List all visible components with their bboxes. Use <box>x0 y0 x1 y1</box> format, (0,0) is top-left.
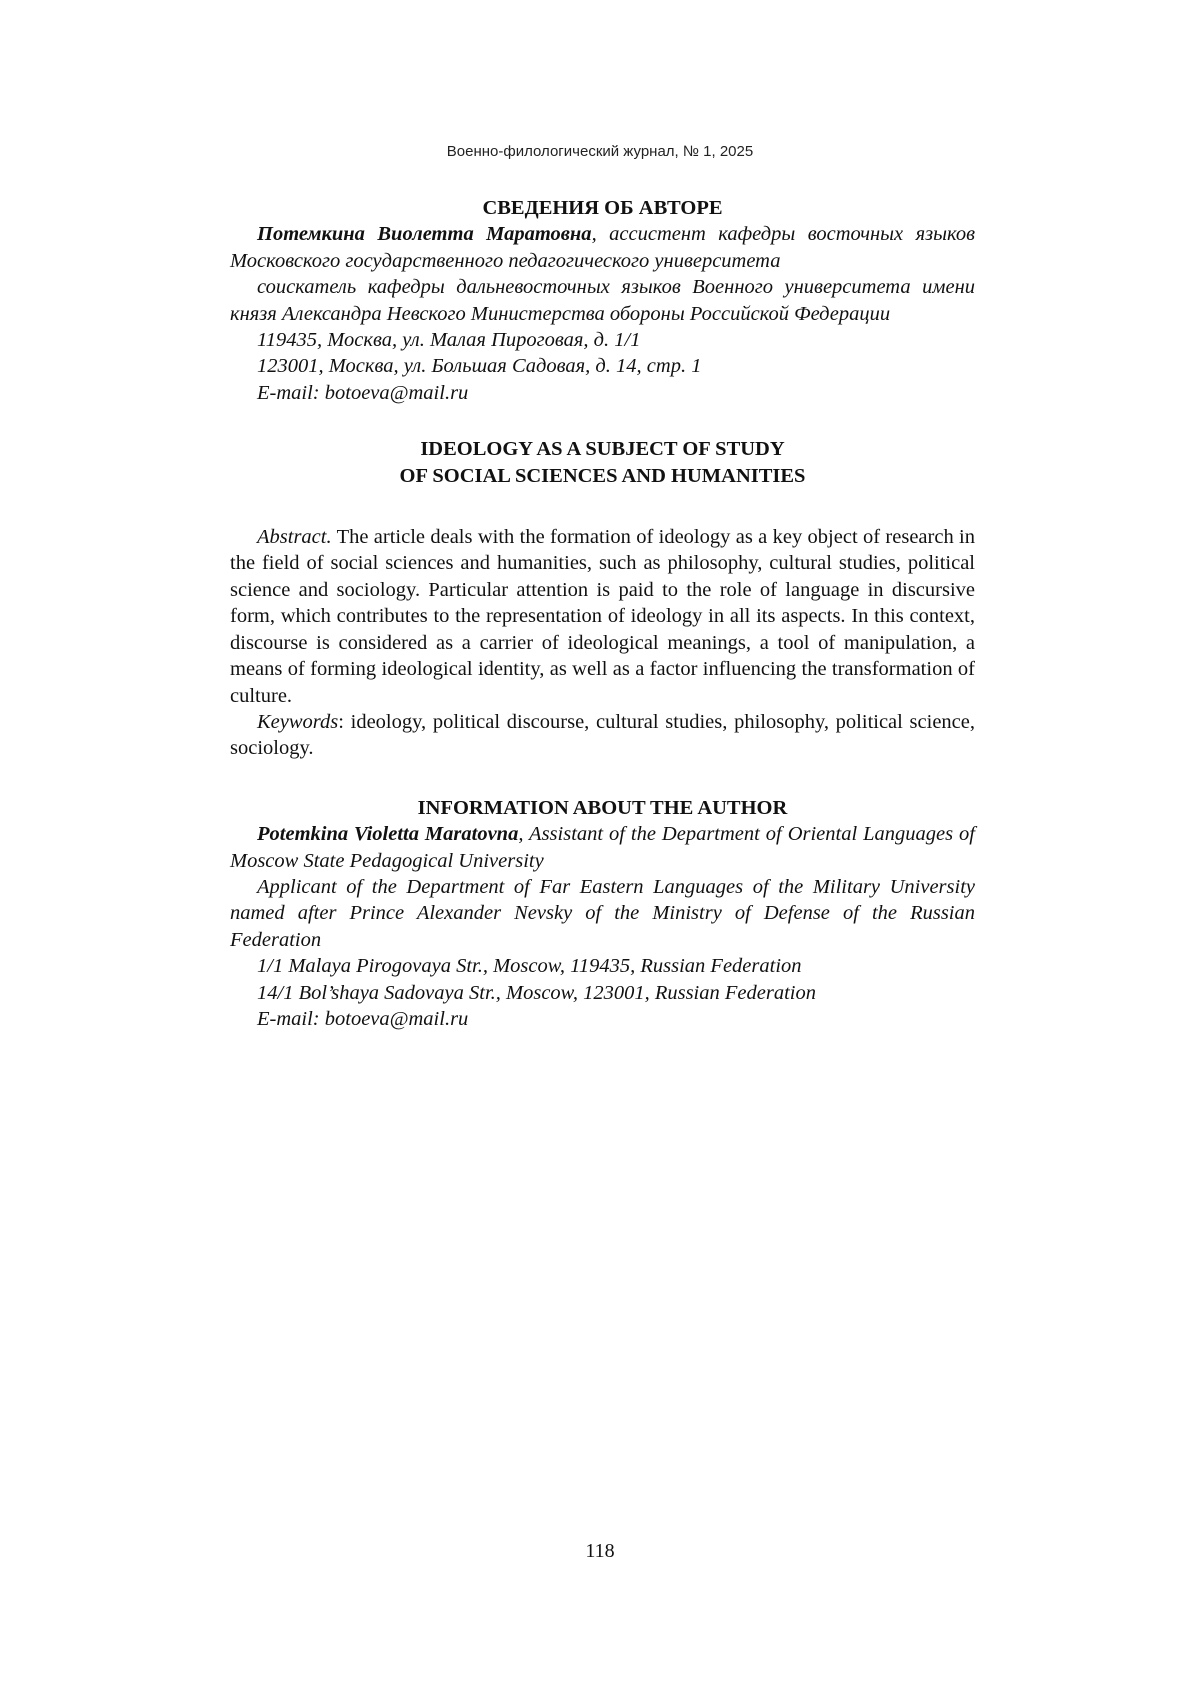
article-title-line-2: OF SOCIAL SCIENCES AND HUMANITIES <box>399 464 806 487</box>
article-title <box>230 436 975 489</box>
author-ru-position: , ассистент кафедры восточных языков Московского государственного педагогического университета <box>230 223 975 272</box>
author-en-address-1: 1/1 Malaya Pirogovaya Str., Moscow, 119435, Russian Federation <box>257 955 802 978</box>
author-ru-affiliation <box>230 221 975 274</box>
author-ru-address-2: 123001, Москва, ул. Большая Садовая, д. 14, стр. 1 <box>257 355 702 378</box>
keywords-paragraph <box>230 709 975 762</box>
author-info-ru <box>230 195 975 406</box>
author-ru-name: Потемкина Виолетта Маратовна <box>257 223 592 246</box>
author-en-name: Potemkina Violetta Maratovna <box>257 823 519 846</box>
author-info-en <box>230 795 975 1033</box>
running-header: Военно-филологический журнал, № 1, 2025 <box>446 143 754 160</box>
author-ru-address-1: 119435, Москва, ул. Малая Пироговая, д. 1/1 <box>257 329 641 352</box>
page-number: 118 <box>585 1540 615 1562</box>
abstract-paragraph <box>230 524 975 709</box>
author-info-en-heading: INFORMATION ABOUT THE AUTHOR <box>417 796 788 819</box>
author-en-address-2: 14/1 Bol’shaya Sadovaya Str., Moscow, 123001, Russian Federation <box>257 981 816 1004</box>
keywords-label: Keywords <box>257 710 339 733</box>
abstract-text: The article deals with the formation of ideology as a key object of research in the field of social sciences and humanities, such as philosophy, cultural studies, political science and sociology. Particular attention is paid to the role of language in discursive form, which contributes to the representation of ideology in all its aspects. In this context, discourse is considered as a carrier of ideological meanings, a tool of manipulation, a means of forming ideological identity, as well as a factor influencing the transformation of culture. <box>230 526 975 707</box>
keywords-text: : ideology, political discourse, cultural studies, philosophy, political science, sociology. <box>230 710 975 760</box>
article-title-line-1: IDEOLOGY AS A SUBJECT OF STUDY <box>420 438 785 461</box>
author-en-applicant: Applicant of the Department of Far Eastern Languages of the Military University named after Prince Alexander Nevsky of the Ministry of Defense of the Russian Federation <box>230 875 975 951</box>
author-info-ru-heading: СВЕДЕНИЯ ОБ АВТОРЕ <box>482 197 723 219</box>
author-en-email: E-mail: botoeva@mail.ru <box>257 1007 469 1030</box>
abstract-label: Abstract. <box>257 526 332 549</box>
abstract-section <box>230 524 975 762</box>
page-content <box>230 195 975 1032</box>
author-en-affiliation <box>230 821 975 874</box>
author-en-position: , Assistant of the Department of Oriental Languages of Moscow State Pedagogical University <box>230 823 975 872</box>
author-ru-applicant: соискатель кафедры дальневосточных языков Военного университета имени князя Александра Невского Министерства обороны Российской Федерации <box>230 276 975 325</box>
author-ru-email: E-mail: botoeva@mail.ru <box>257 381 469 404</box>
